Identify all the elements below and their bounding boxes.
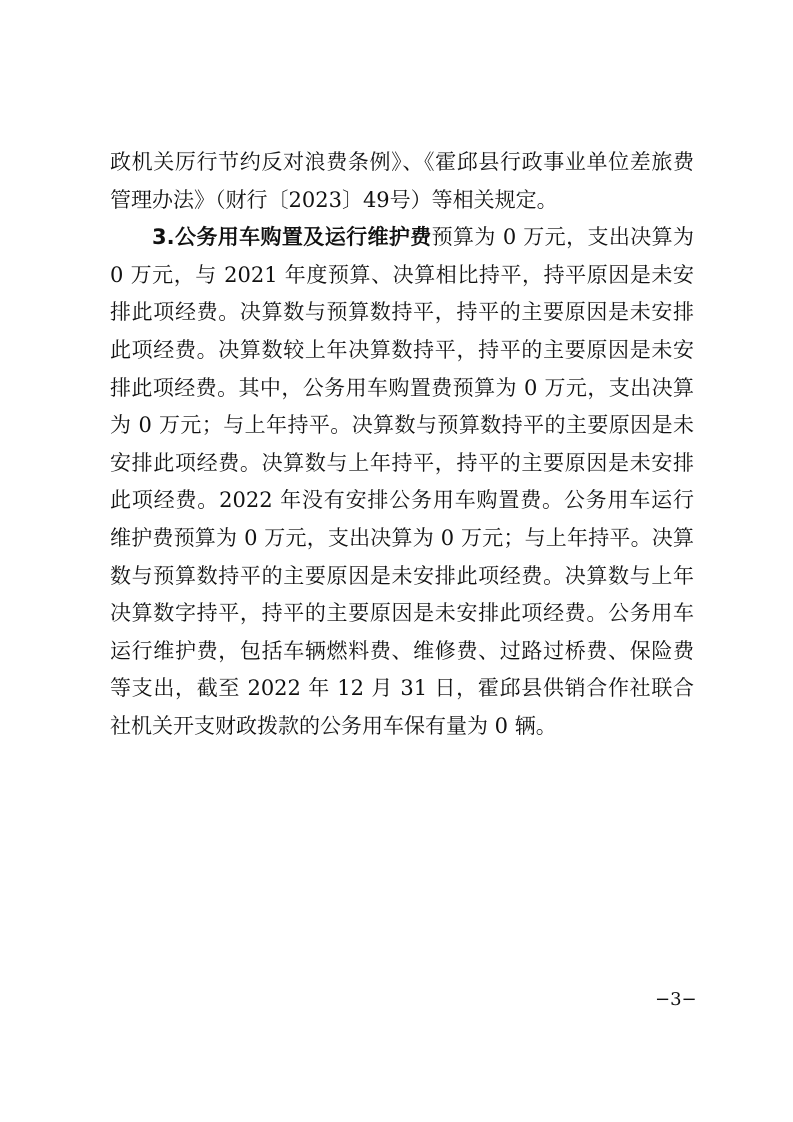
section-heading-vehicle: 3.公务用车购置及运行维护费 <box>152 225 432 250</box>
document-body <box>110 144 716 746</box>
paragraph-vehicle-body: 预算为 0 万元，支出决算为 0 万元，与 2021 年度预算、决算相比持平，持平原因是未安排此项经费。决算数与预算数持平，持平的主要原因是未安排此项经费。决算数较上年决算数持平，持平的主要原因是未安排此项经费。其中，公务用车购置费预算为 0 万元，支出决算为 0 万元；与上年持平。决算数与预算数持平的主要原因是未安排此项经费。决算数与上年持平，持平的主要原因是未安排此项经费。2022 年没有安排公务用车购置费。公务用车运行维护费预算为 0 万元，支出决算为 0 万元；与上年持平。决算数与预算数持平的主要原因是未安排此项经费。决算数与上年决算数字持平，持平的主要原因是未安排此项经费。公务用车运行维护费，包括车辆燃料费、维修费、过路过桥费、保险费等支出，截至 2022 年 12 月 31 日，霍邱县供销合作社联合社机关开支财政拨款的公务用车保有量为 0 辆。 <box>110 225 716 738</box>
paragraph-regulations: 政机关厉行节约反对浪费条例》、《霍邱县行政事业单位差旅费管理办法》（财行〔2023〕49号）等相关规定。 <box>110 150 694 212</box>
paragraph-vehicle-expenses <box>110 219 716 745</box>
page-number: −3− <box>655 989 697 1010</box>
